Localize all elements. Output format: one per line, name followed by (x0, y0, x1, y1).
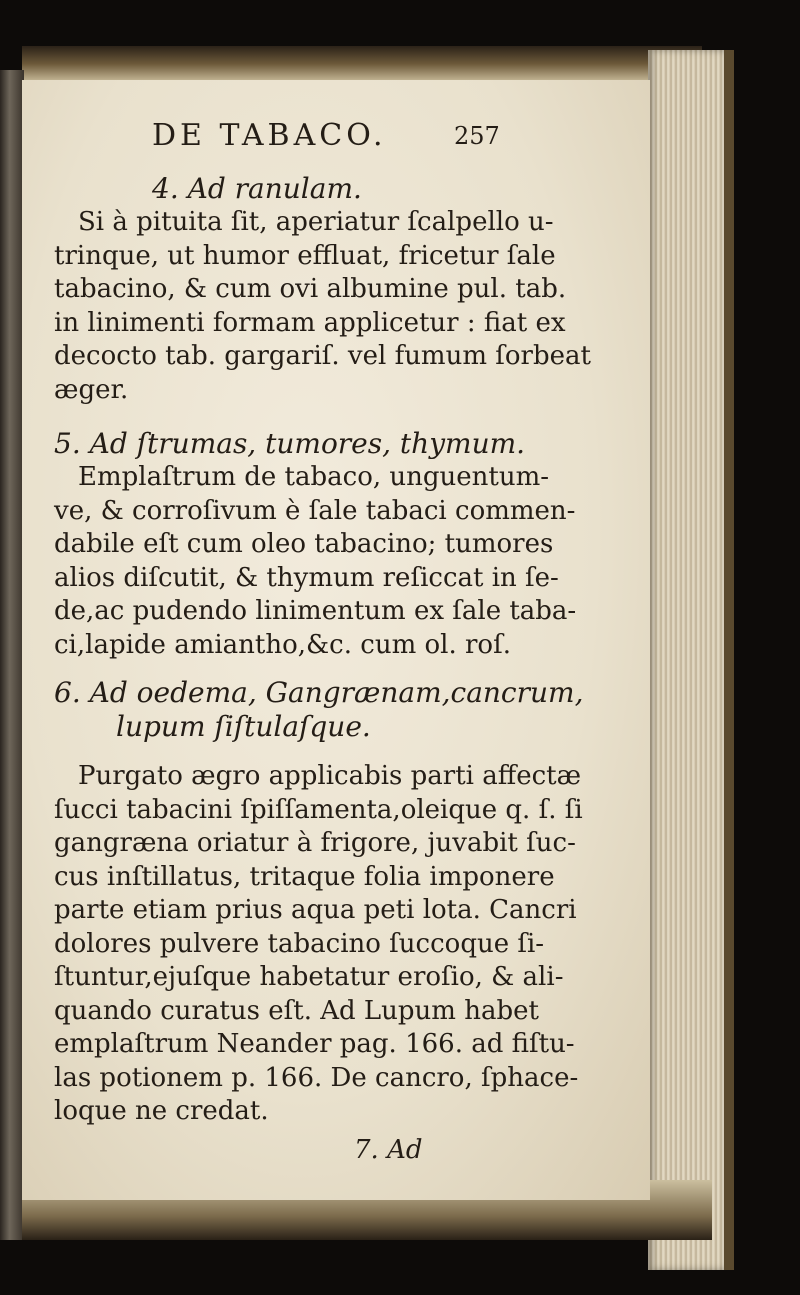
text-line: Emplaſtrum de tabaco, unguentum- (78, 462, 550, 492)
text-line: tabacino, & cum ovi albumine pul. tab. (54, 274, 567, 304)
text-line: ſtuntur,ejuſque habetatur eroſio, & ali- (54, 962, 564, 992)
text-line: in linimenti formam applicetur : fiat ex (54, 307, 566, 338)
text-line: gangræna oriatur à frigore, juvabit ſuc- (54, 828, 576, 858)
page-header (34, 118, 634, 166)
text-line: de,ac pudendo linimentum ex ſale taba- (54, 596, 577, 626)
catchword: 7. Ad (354, 1134, 423, 1165)
text-line: quando curatus eſt. Ad Lupum habet (54, 995, 539, 1026)
text-line: emplaſtrum Neander pag. 166. ad fiſtu- (54, 1029, 575, 1059)
text-line: las potionem p. 166. De cancro, ſphace- (54, 1062, 579, 1093)
running-head: DE TABACO. (152, 118, 387, 153)
book-left-edge (0, 70, 24, 1240)
book-page-edges (648, 50, 734, 1270)
text-line: cus inſtillatus, tritaque folia imponere (54, 861, 555, 892)
text-line: parte etiam prius aqua peti lota. Cancri (54, 895, 577, 925)
text-line: ſucci tabacini ſpiſſamenta,oleique q. ſ. ſi (54, 794, 583, 825)
section-heading: 5. Ad ſtrumas, tumores, thymum. (54, 427, 526, 460)
book-top-edge (22, 46, 702, 82)
text-line: ve, & corroſivum è ſale tabaci commen- (54, 495, 576, 526)
section-heading: 6. Ad oedema, Gangrænam,cancrum, (54, 676, 584, 709)
text-line: alios diſcutit, & thymum reſiccat in ſe- (54, 562, 559, 593)
text-line: decocto tab. gargariſ. vel fumum ſorbeat (54, 341, 591, 371)
text-line: ci,lapide amiantho,&c. cum ol. roſ. (54, 629, 511, 660)
text-line: trinque, ut humor effluat, fricetur ſale (54, 240, 556, 271)
text-line: æger. (54, 374, 129, 405)
text-line: Si à pituita ſit, aperiatur ſcalpello u- (78, 207, 554, 237)
text-line: dolores pulvere tabacino ſuccoque ſi- (54, 928, 545, 959)
page-number: 257 (454, 122, 500, 150)
text-line: Purgato ægro applicabis parti affectæ (78, 761, 582, 791)
page-text (34, 118, 634, 1175)
section-heading: 4. Ad ranulam. (152, 172, 362, 205)
section-heading-continued: lupum ſiſtulaſque. (116, 710, 371, 743)
book-page (22, 80, 650, 1200)
text-line: loque ne credat. (54, 1096, 269, 1126)
catchword-row (34, 1135, 634, 1175)
text-line: dabile eſt cum oleo tabacino; tumores (54, 529, 554, 559)
